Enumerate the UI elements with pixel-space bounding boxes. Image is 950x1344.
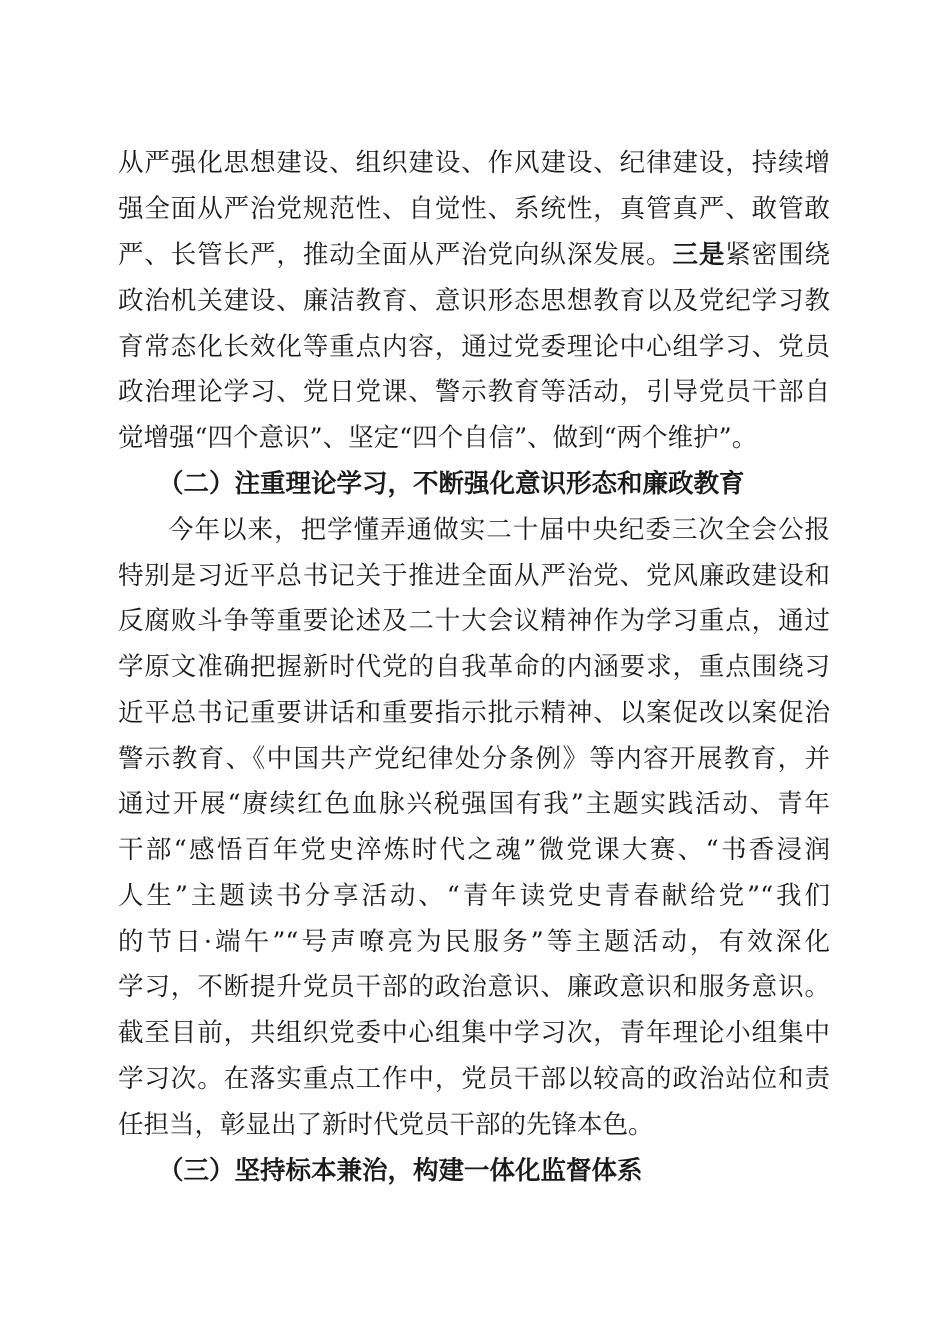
paragraph-1-line-7: 觉增强“四个意识”、坚定“四个自信”、做到“两个维护”。 xyxy=(118,423,758,453)
paragraph-2-line-3: 反腐败斗争等重要论述及二十大会议精神作为学习重点，通过 xyxy=(118,606,830,636)
paragraph-2-line-7: 通过开展“赓续红色血脉兴税强国有我”主题实践活动、青年 xyxy=(118,789,830,819)
paragraph-2-line-13: 学习次。在落实重点工作中，党员干部以较高的政治站位和责 xyxy=(118,1064,830,1094)
paragraph-2-line-2: 特别是习近平总书记关于推进全面从严治党、党风廉政建设和 xyxy=(118,561,830,591)
paragraph-1-line-2: 强全面从严治党规范性、自觉性、系统性，真管真严、敢管敢 xyxy=(118,194,830,224)
paragraph-2-line-8: 干部“感悟百年党史淬炼时代之魂”微党课大赛、“书香浸润 xyxy=(118,835,830,865)
paragraph-2-line-5: 近平总书记重要讲话和重要指示批示精神、以案促改以案促治 xyxy=(118,698,830,728)
paragraph-2-line-4: 学原文准确把握新时代党的自我革命的内涵要求，重点围绕习 xyxy=(118,652,830,682)
paragraph-2-line-12: 截至目前，共组织党委中心组集中学习次，青年理论小组集中 xyxy=(118,1018,830,1048)
paragraph-2-line-1: 今年以来，把学懂弄通做实二十届中央纪委三次全会公报 xyxy=(168,515,830,545)
paragraph-1-line-4: 政治机关建设、廉洁教育、意识形态思想教育以及党纪学习教 xyxy=(118,286,830,316)
paragraph-2-line-10: 的节日·端午”“号声嘹亮为民服务”等主题活动，有效深化 xyxy=(118,927,830,957)
paragraph-1-line-3 xyxy=(118,235,830,275)
paragraph-1-line-3-text: 严、长管长严，推动全面从严治党向纵深发展。 xyxy=(118,240,673,270)
paragraph-2-line-14: 任担当，彰显出了新时代党员干部的先锋本色。 xyxy=(118,1110,654,1140)
paragraph-2-line-6: 警示教育、《中国共产党纪律处分条例》等内容开展教育，并 xyxy=(118,744,830,774)
paragraph-2-line-11: 学习，不断提升党员干部的政治意识、廉政意识和服务意识。 xyxy=(118,972,830,1002)
paragraph-1-line-1: 从严强化思想建设、组织建设、作风建设、纪律建设，持续增 xyxy=(118,148,830,178)
section-heading-2: （二）注重理论学习，不断强化意识形态和廉政教育 xyxy=(158,469,745,499)
paragraph-1-line-3-rest: 紧密围绕 xyxy=(725,240,830,270)
paragraph-1-line-6: 政治理论学习、党日党课、警示教育等活动，引导党员干部自 xyxy=(118,377,830,407)
paragraph-2-line-9: 人生”主题读书分享活动、“青年读党史青春献给党”“我们 xyxy=(118,881,830,911)
section-heading-3: （三）坚持标本兼治，构建一体化监督体系 xyxy=(158,1156,643,1186)
point-three-lead: 三是 xyxy=(672,240,726,270)
paragraph-1-line-5: 育常态化长效化等重点内容，通过党委理论中心组学习、党员 xyxy=(118,332,830,362)
